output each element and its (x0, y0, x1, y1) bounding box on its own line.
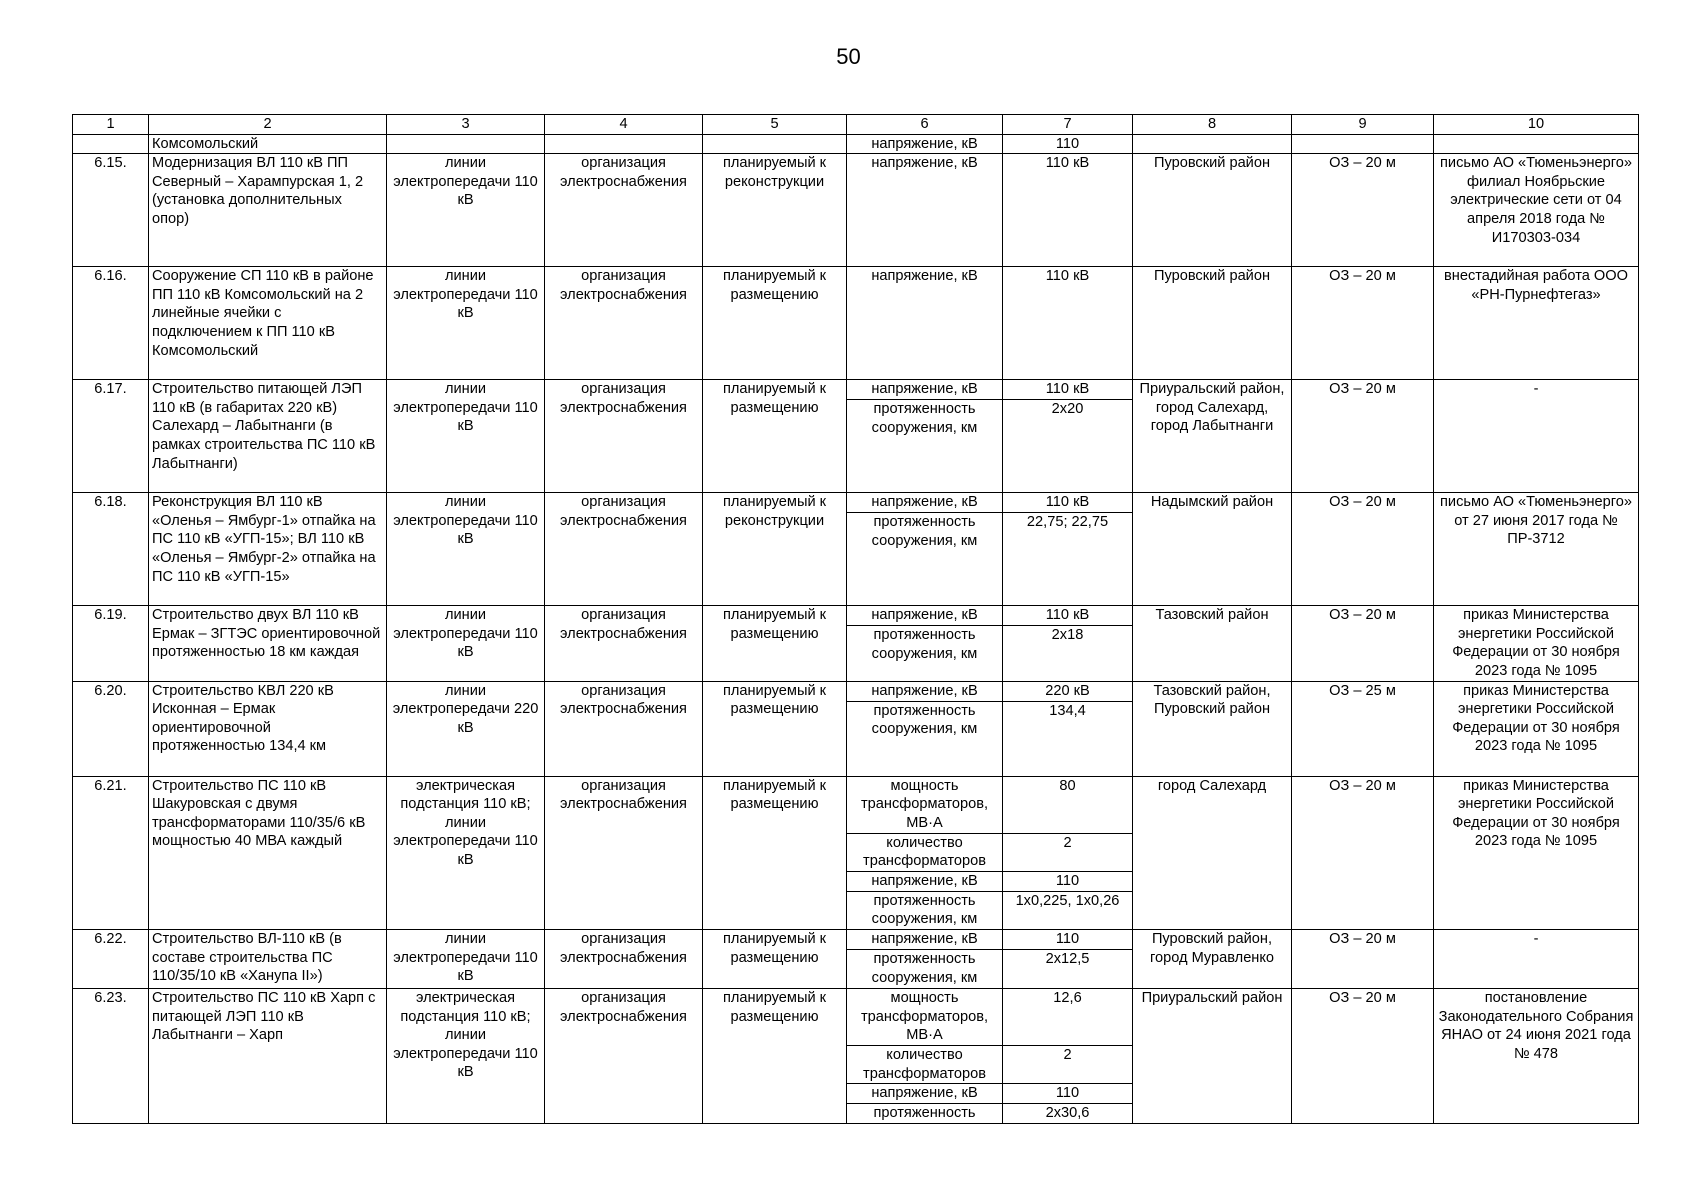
parameter-value-cell: 110 кВ (1003, 493, 1133, 513)
row-number-cell: 6.22. (73, 929, 149, 988)
row-number-cell: 6.18. (73, 493, 149, 606)
parameter-name-cell: напряжение, кВ (847, 929, 1003, 949)
column-header: 10 (1434, 115, 1639, 135)
purpose-cell: организация электроснабжения (545, 606, 703, 681)
location-cell: Приуральский район, город Салехард, город Лабытнанги (1133, 380, 1292, 493)
basis-cell: - (1434, 929, 1639, 988)
object-type-cell: линии электропередачи 110 кВ (387, 606, 545, 681)
object-type-cell (387, 134, 545, 154)
parameter-name-cell: напряжение, кВ (847, 267, 1003, 380)
object-type-cell: линии электропередачи 220 кВ (387, 681, 545, 776)
parameter-value-cell: 22,75; 22,75 (1003, 513, 1133, 606)
object-type-cell: линии электропередачи 110 кВ (387, 267, 545, 380)
parameter-value-cell: 2х12,5 (1003, 949, 1133, 988)
purpose-cell (545, 134, 703, 154)
table-row (73, 380, 1639, 400)
basis-cell: внестадийная работа ООО «РН-Пурнефтегаз» (1434, 267, 1639, 380)
basis-cell: - (1434, 380, 1639, 493)
parameter-value-cell: 1х0,225, 1х0,26 (1003, 891, 1133, 929)
location-cell: Приуральский район (1133, 988, 1292, 1123)
parameter-name-cell: протяженность сооружения, км (847, 626, 1003, 681)
parameter-name-cell: протяженность сооружения, км (847, 949, 1003, 988)
table-row (73, 606, 1639, 626)
object-type-cell: линии электропередачи 110 кВ (387, 929, 545, 988)
parameter-name-cell: напряжение, кВ (847, 493, 1003, 513)
basis-cell: письмо АО «Тюменьэнерго» филиал Ноябрьские электрические сети от 04 апреля 2018 года № И170303-034 (1434, 154, 1639, 267)
object-name-cell: Реконструкция ВЛ 110 кВ «Оленья – Ямбург-1» отпайка на ПС 110 кВ «УГП-15»; ВЛ 110 кВ «Оленья – Ямбург-2» отпайка на ПС 110 кВ «УГП-15» (149, 493, 387, 606)
parameter-name-cell: протяженность (847, 1104, 1003, 1124)
zone-cell: ОЗ – 20 м (1292, 154, 1434, 267)
zone-cell: ОЗ – 20 м (1292, 380, 1434, 493)
table-row (73, 681, 1639, 701)
object-type-cell: электрическая подстанция 110 кВ; линии электропередачи 110 кВ (387, 776, 545, 929)
location-cell: Надымский район (1133, 493, 1292, 606)
parameter-name-cell: протяженность сооружения, км (847, 513, 1003, 606)
location-cell: город Салехард (1133, 776, 1292, 929)
location-cell: Пуровский район (1133, 267, 1292, 380)
purpose-cell: организация электроснабжения (545, 380, 703, 493)
purpose-cell: организация электроснабжения (545, 267, 703, 380)
row-number-cell: 6.21. (73, 776, 149, 929)
parameter-value-cell: 110 кВ (1003, 267, 1133, 380)
table-row (73, 988, 1639, 1045)
location-cell (1133, 134, 1292, 154)
parameter-value-cell: 110 (1003, 929, 1133, 949)
parameter-value-cell: 110 кВ (1003, 380, 1133, 400)
purpose-cell: организация электроснабжения (545, 681, 703, 776)
status-cell: планируемый к размещению (703, 776, 847, 929)
parameter-name-cell: количество трансформаторов (847, 833, 1003, 871)
status-cell: планируемый к реконструкции (703, 493, 847, 606)
parameter-name-cell: напряжение, кВ (847, 681, 1003, 701)
parameter-name-cell: протяженность сооружения, км (847, 701, 1003, 776)
row-number-cell (73, 134, 149, 154)
parameter-name-cell: количество трансформаторов (847, 1045, 1003, 1083)
basis-cell (1434, 134, 1639, 154)
parameter-value-cell: 110 (1003, 871, 1133, 891)
object-type-cell: линии электропередачи 110 кВ (387, 154, 545, 267)
parameter-value-cell: 2 (1003, 833, 1133, 871)
status-cell: планируемый к размещению (703, 606, 847, 681)
parameter-value-cell: 80 (1003, 776, 1133, 833)
column-header: 5 (703, 115, 847, 135)
object-type-cell: линии электропередачи 110 кВ (387, 493, 545, 606)
object-type-cell: электрическая подстанция 110 кВ; линии электропередачи 110 кВ (387, 988, 545, 1123)
object-name-cell: Строительство питающей ЛЭП 110 кВ (в габаритах 220 кВ) Салехард – Лабытнанги (в рамках строительства ПС 110 кВ Лабытнанги) (149, 380, 387, 493)
parameter-name-cell: протяженность сооружения, км (847, 400, 1003, 493)
zone-cell: ОЗ – 20 м (1292, 776, 1434, 929)
zone-cell (1292, 134, 1434, 154)
column-header: 3 (387, 115, 545, 135)
status-cell: планируемый к размещению (703, 267, 847, 380)
object-type-cell: линии электропередачи 110 кВ (387, 380, 545, 493)
table-row (73, 493, 1639, 513)
parameter-value-cell: 110 (1003, 134, 1133, 154)
parameter-name-cell: напряжение, кВ (847, 606, 1003, 626)
location-cell: Тазовский район, Пуровский район (1133, 681, 1292, 776)
column-header: 2 (149, 115, 387, 135)
purpose-cell: организация электроснабжения (545, 154, 703, 267)
table-row (73, 154, 1639, 267)
parameter-name-cell: протяженность сооружения, км (847, 891, 1003, 929)
column-header: 1 (73, 115, 149, 135)
parameter-value-cell: 12,6 (1003, 988, 1133, 1045)
parameter-value-cell: 2х20 (1003, 400, 1133, 493)
status-cell: планируемый к реконструкции (703, 154, 847, 267)
row-number-cell: 6.19. (73, 606, 149, 681)
parameter-value-cell: 110 (1003, 1084, 1133, 1104)
object-name-cell: Строительство двух ВЛ 110 кВ Ермак – ЗГТЭС ориентировочной протяженностью 18 км каждая (149, 606, 387, 681)
row-number-cell: 6.16. (73, 267, 149, 380)
object-name-cell: Строительство ПС 110 кВ Шакуровская с двумя трансформаторами 110/35/6 кВ мощностью 40 МВА каждый (149, 776, 387, 929)
column-header: 9 (1292, 115, 1434, 135)
zone-cell: ОЗ – 20 м (1292, 929, 1434, 988)
object-name-cell: Сооружение СП 110 кВ в районе ПП 110 кВ Комсомольский на 2 линейные ячейки с подключением к ПП 110 кВ Комсомольский (149, 267, 387, 380)
status-cell: планируемый к размещению (703, 988, 847, 1123)
location-cell: Пуровский район (1133, 154, 1292, 267)
row-number-cell: 6.23. (73, 988, 149, 1123)
row-number-cell: 6.15. (73, 154, 149, 267)
parameter-name-cell: напряжение, кВ (847, 871, 1003, 891)
objects-table (72, 114, 1639, 1124)
purpose-cell: организация электроснабжения (545, 776, 703, 929)
object-name-cell: Строительство КВЛ 220 кВ Исконная – Ермак ориентировочной протяженностью 134,4 км (149, 681, 387, 776)
zone-cell: ОЗ – 25 м (1292, 681, 1434, 776)
parameter-value-cell: 110 кВ (1003, 154, 1133, 267)
status-cell (703, 134, 847, 154)
zone-cell: ОЗ – 20 м (1292, 606, 1434, 681)
row-number-cell: 6.17. (73, 380, 149, 493)
parameter-value-cell: 220 кВ (1003, 681, 1133, 701)
purpose-cell: организация электроснабжения (545, 988, 703, 1123)
table-row (73, 776, 1639, 833)
page-number: 50 (836, 44, 861, 69)
parameter-value-cell: 2х30,6 (1003, 1104, 1133, 1124)
parameter-name-cell: мощность трансформаторов, МВ·А (847, 776, 1003, 833)
location-cell: Тазовский район (1133, 606, 1292, 681)
basis-cell: приказ Министерства энергетики Российской Федерации от 30 ноября 2023 года № 1095 (1434, 606, 1639, 681)
status-cell: планируемый к размещению (703, 929, 847, 988)
parameter-value-cell: 2 (1003, 1045, 1133, 1083)
purpose-cell: организация электроснабжения (545, 929, 703, 988)
status-cell: планируемый к размещению (703, 380, 847, 493)
object-name-cell: Строительство ВЛ-110 кВ (в составе строительства ПС 110/35/10 кВ «Ханупа II») (149, 929, 387, 988)
column-header: 8 (1133, 115, 1292, 135)
object-name-cell: Модернизация ВЛ 110 кВ ПП Северный – Харампурская 1, 2 (установка дополнительных опор) (149, 154, 387, 267)
basis-cell: приказ Министерства энергетики Российской Федерации от 30 ноября 2023 года № 1095 (1434, 681, 1639, 776)
parameter-value-cell: 134,4 (1003, 701, 1133, 776)
basis-cell: письмо АО «Тюменьэнерго» от 27 июня 2017 года № ПР-3712 (1434, 493, 1639, 606)
zone-cell: ОЗ – 20 м (1292, 988, 1434, 1123)
parameter-name-cell: напряжение, кВ (847, 1084, 1003, 1104)
parameter-value-cell: 110 кВ (1003, 606, 1133, 626)
zone-cell: ОЗ – 20 м (1292, 267, 1434, 380)
object-name-cell: Комсомольский (149, 134, 387, 154)
parameter-name-cell: напряжение, кВ (847, 134, 1003, 154)
purpose-cell: организация электроснабжения (545, 493, 703, 606)
continuation-row (73, 134, 1639, 154)
object-name-cell: Строительство ПС 110 кВ Харп с питающей ЛЭП 110 кВ Лабытнанги – Харп (149, 988, 387, 1123)
parameter-name-cell: напряжение, кВ (847, 380, 1003, 400)
basis-cell: постановление Законодательного Собрания ЯНАО от 24 июня 2021 года № 478 (1434, 988, 1639, 1123)
row-number-cell: 6.20. (73, 681, 149, 776)
basis-cell: приказ Министерства энергетики Российской Федерации от 30 ноября 2023 года № 1095 (1434, 776, 1639, 929)
parameter-name-cell: напряжение, кВ (847, 154, 1003, 267)
column-number-row (73, 115, 1639, 135)
parameter-name-cell: мощность трансформаторов, МВ·А (847, 988, 1003, 1045)
location-cell: Пуровский район, город Муравленко (1133, 929, 1292, 988)
zone-cell: ОЗ – 20 м (1292, 493, 1434, 606)
parameter-value-cell: 2х18 (1003, 626, 1133, 681)
column-header: 6 (847, 115, 1003, 135)
table-row (73, 929, 1639, 949)
column-header: 7 (1003, 115, 1133, 135)
table-row (73, 267, 1639, 380)
status-cell: планируемый к размещению (703, 681, 847, 776)
column-header: 4 (545, 115, 703, 135)
